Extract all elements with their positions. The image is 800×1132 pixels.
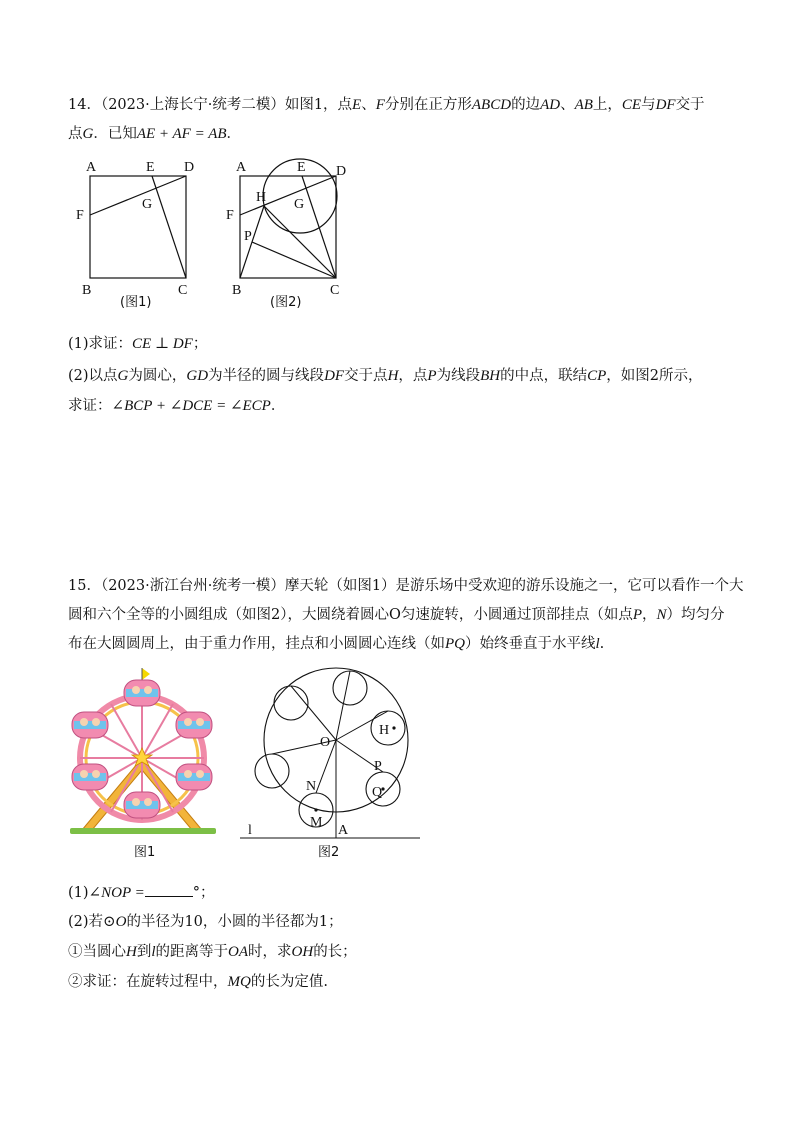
label-p: P [374, 759, 382, 774]
point-f: F [375, 97, 385, 113]
gondola-upper-left [72, 712, 108, 738]
small-circle-6 [255, 754, 289, 788]
label-m: M [310, 815, 323, 830]
square-abcd: ABCD [471, 97, 512, 113]
top-flag [142, 668, 150, 680]
q15-part-1: (1)∠NOP = °； [68, 882, 728, 903]
fig1-caption: (图1) [120, 295, 152, 310]
q15-fig1-caption: 图1 [134, 845, 156, 860]
segment-hc [264, 206, 336, 278]
radii [272, 671, 388, 838]
part2-statement: ∠BCP + ∠DCE = ∠ECP [111, 398, 271, 414]
segment-fd [240, 176, 336, 215]
segment-fd [90, 176, 186, 215]
side-ad: AD [540, 97, 561, 113]
label-l: l [248, 823, 252, 838]
q15-figure-2 [240, 662, 430, 862]
label-c: C [330, 283, 340, 298]
side-ab: AB [574, 97, 593, 113]
q15-part-2-sub-1: ①当圆心H到l的距离等于OA时，求OH的长； [68, 944, 357, 960]
label-e: E [297, 160, 306, 175]
q14-figure-2 [224, 158, 354, 308]
label-f: F [226, 208, 234, 223]
q15-figure-1-ferris-wheel [64, 662, 224, 862]
gondola-lower-left [72, 764, 108, 790]
label-h: H [256, 190, 267, 205]
q15-line-1: 15．（2023·浙江台州·统考一模）摩天轮（如图1）是游乐场中受欢迎的游乐设施之一，它可以看作一个大 [68, 578, 744, 594]
label-a: A [86, 160, 97, 175]
label-e: E [146, 160, 155, 175]
label-q: Q [372, 785, 383, 800]
point-e: E [352, 97, 362, 113]
q14-line-2: 点G．已知AE + AF = AB． [68, 126, 242, 142]
segment-ec [302, 176, 336, 278]
label-o: O [320, 735, 331, 750]
wheel-base [70, 828, 216, 834]
label-f: F [76, 208, 84, 223]
label-p: P [244, 229, 252, 244]
q15-line-2: 圆和六个全等的小圆组成（如图2），大圆绕着圆心O匀速旋转，小圆通过顶部挂点（如点P，N）均匀分 [68, 607, 725, 623]
gondola-bottom [124, 792, 160, 818]
label-h: H [379, 723, 390, 738]
gondola-upper-right [176, 712, 212, 738]
q14-figure-1 [74, 158, 204, 308]
fig2-caption: (图2) [270, 295, 302, 310]
gondola-top [124, 680, 160, 706]
label-d: D [184, 160, 195, 175]
square-outline [240, 176, 336, 278]
answer-blank[interactable] [145, 882, 193, 897]
label-n: N [306, 779, 317, 794]
center-h-dot [392, 726, 395, 729]
segment-pc [252, 242, 336, 278]
label-a: A [236, 160, 247, 175]
q15-part-2-sub-2: ②求证：在旋转过程中，MQ的长为定值. [68, 974, 328, 990]
q14-part-2-line-2: 求证：∠BCP + ∠DCE = ∠ECP． [68, 398, 286, 414]
label-g: G [294, 197, 305, 212]
condition-equation: AE + AF = AB [136, 126, 227, 142]
q14-line-1: 14．（2023·上海长宁·统考二模）如图1，点E、F分别在正方形ABCD的边AD、AB上，CE与DF交于 [68, 97, 705, 113]
q15-fig2-caption: 图2 [318, 845, 340, 860]
q15-part-2: (2)若⊙O的半径为10，小圆的半径都为1； [68, 914, 343, 930]
segment-ce: CE [621, 97, 642, 113]
segment-df: DF [655, 97, 676, 113]
label-b: B [232, 283, 242, 298]
label-b: B [82, 283, 92, 298]
label-d: D [336, 164, 347, 179]
label-a: A [338, 823, 349, 838]
q14-part-1: (1)求证：CE ⊥ DF； [68, 336, 208, 352]
small-circle-2 [333, 671, 367, 705]
small-circle-1 [274, 686, 308, 720]
part1-statement: CE ⊥ DF [132, 336, 193, 352]
segment-ec [152, 176, 186, 278]
q14-part-2-line-1: (2)以点G为圆心，GD为半径的圆与线段DF交于点H，点P为线段BH的中点，联结CP，如图2所示， [68, 368, 703, 384]
square-outline [90, 176, 186, 278]
q15-line-3: 布在大圆圆周上，由于重力作用，挂点和小圆圆心连线（如PQ）始终垂直于水平线l. [68, 636, 605, 652]
label-g: G [142, 197, 153, 212]
gondola-lower-right [176, 764, 212, 790]
label-c: C [178, 283, 188, 298]
point-g: G [82, 126, 94, 142]
center-m-dot [314, 808, 317, 811]
